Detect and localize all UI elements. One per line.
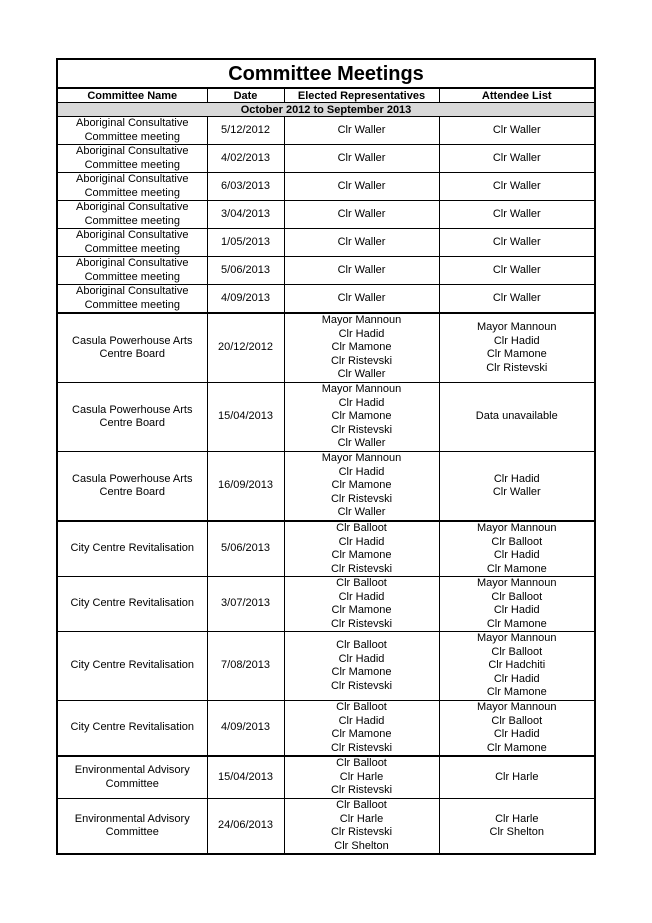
date-cell: 20/12/2012	[207, 313, 284, 383]
elected-representative: Clr Ristevski	[330, 492, 393, 505]
attendee: Clr Harle	[495, 812, 539, 825]
elected-representative: Clr Mamone	[331, 604, 392, 616]
attendee-list-cell	[439, 257, 595, 285]
attendee: Clr Waller	[492, 486, 541, 498]
committee-name-cell: Casula Powerhouse Arts Centre Board	[57, 452, 207, 522]
elected-representative: Clr Balloot	[336, 522, 387, 534]
attendee: Mayor Mannoun	[477, 522, 557, 534]
elected-representatives-cell	[284, 313, 439, 383]
elected-representatives-cell	[284, 577, 439, 632]
elected-representative: Clr Hadid	[338, 327, 385, 340]
attendee: Clr Hadid	[493, 334, 540, 347]
date-cell: 15/04/2013	[207, 756, 284, 799]
elected-representative: Clr Mamone	[331, 479, 392, 492]
elected-representative: Clr Shelton	[334, 839, 389, 852]
elected-representative: Clr Hadid	[338, 465, 385, 478]
elected-representative: Clr Mamone	[331, 410, 392, 423]
elected-representative: Clr Ristevski	[330, 741, 393, 754]
elected-representatives-cell	[284, 229, 439, 257]
attendee-list-cell	[439, 383, 595, 452]
committee-name-cell: Environmental Advisory Committee	[57, 799, 207, 855]
table-row	[57, 313, 595, 383]
table-row	[57, 756, 595, 799]
elected-representative: Clr Harle	[339, 770, 384, 783]
attendee: Data unavailable	[475, 410, 558, 423]
committee-name-cell: City Centre Revitalisation	[57, 632, 207, 701]
attendee-list-cell	[439, 145, 595, 173]
period-label: October 2012 to September 2013	[57, 103, 595, 117]
table-row	[57, 577, 595, 632]
elected-representative: Clr Hadid	[338, 396, 385, 409]
committee-name-cell: Aboriginal Consultative Committee meeting	[57, 285, 207, 314]
elected-representative: Clr Waller	[337, 123, 386, 136]
elected-representative: Clr Waller	[337, 179, 386, 192]
attendee-list-cell	[439, 285, 595, 314]
elected-representative: Clr Ristevski	[330, 679, 393, 692]
elected-representative: Clr Balloot	[336, 757, 387, 770]
elected-representative: Clr Ristevski	[330, 826, 393, 838]
attendee-list-cell	[439, 632, 595, 701]
attendee-list-cell	[439, 117, 595, 145]
committee-name-cell: City Centre Revitalisation	[57, 577, 207, 632]
column-header-elected-representatives: Elected Representatives	[284, 88, 439, 103]
attendee: Clr Waller	[492, 151, 541, 164]
attendee: Clr Waller	[492, 179, 541, 192]
attendee: Clr Ristevski	[486, 361, 548, 374]
committee-meetings-document	[56, 58, 594, 855]
attendee: Clr Mamone	[486, 617, 547, 630]
attendee: Clr Waller	[492, 263, 541, 276]
elected-representative: Mayor Mannoun	[321, 314, 402, 327]
committee-name-cell: Aboriginal Consultative Committee meeting	[57, 229, 207, 257]
elected-representative: Clr Waller	[337, 437, 386, 450]
elected-representative: Clr Hadid	[338, 590, 385, 603]
committee-name-cell: City Centre Revitalisation	[57, 701, 207, 757]
table-row	[57, 117, 595, 145]
date-cell: 4/02/2013	[207, 145, 284, 173]
attendee: Clr Waller	[492, 207, 541, 220]
elected-representatives-cell	[284, 201, 439, 229]
date-cell: 24/06/2013	[207, 799, 284, 855]
elected-representatives-cell	[284, 756, 439, 799]
elected-representatives-cell	[284, 521, 439, 577]
date-cell: 5/12/2012	[207, 117, 284, 145]
elected-representatives-cell	[284, 117, 439, 145]
table-row	[57, 701, 595, 757]
attendee: Clr Mamone	[486, 686, 547, 699]
committee-name-cell: Aboriginal Consultative Committee meeting	[57, 117, 207, 145]
table-body	[57, 117, 595, 855]
attendee: Mayor Mannoun	[477, 701, 557, 713]
date-cell: 3/04/2013	[207, 201, 284, 229]
attendee: Clr Hadid	[493, 604, 540, 616]
attendee: Clr Balloot	[491, 714, 543, 727]
date-cell: 3/07/2013	[207, 577, 284, 632]
date-cell: 1/05/2013	[207, 229, 284, 257]
attendee: Mayor Mannoun	[477, 577, 557, 589]
attendee: Clr Mamone	[486, 741, 547, 754]
elected-representative: Clr Balloot	[336, 639, 387, 651]
attendee-list-cell	[439, 521, 595, 577]
elected-representative: Clr Ristevski	[330, 784, 393, 797]
attendee: Clr Mamone	[486, 562, 547, 575]
committee-name-cell: Casula Powerhouse Arts Centre Board	[57, 313, 207, 383]
elected-representative: Clr Waller	[337, 151, 386, 164]
table-row	[57, 452, 595, 522]
table-row	[57, 257, 595, 285]
table-row	[57, 383, 595, 452]
committee-name-cell: Casula Powerhouse Arts Centre Board	[57, 383, 207, 452]
attendee-list-cell	[439, 313, 595, 383]
column-header-attendee-list: Attendee List	[439, 88, 595, 103]
elected-representative: Clr Hadid	[338, 652, 385, 665]
elected-representative: Clr Harle	[339, 812, 384, 825]
elected-representative: Clr Waller	[337, 368, 386, 381]
committee-name-cell: Aboriginal Consultative Committee meeting	[57, 145, 207, 173]
table-row	[57, 799, 595, 855]
attendee: Clr Balloot	[491, 535, 543, 548]
header-row	[57, 88, 595, 103]
table-row	[57, 632, 595, 701]
elected-representative: Clr Mamone	[331, 666, 392, 678]
page-title: Committee Meetings	[57, 59, 595, 88]
date-cell: 5/06/2013	[207, 257, 284, 285]
elected-representatives-cell	[284, 285, 439, 314]
elected-representatives-cell	[284, 383, 439, 452]
column-header-date: Date	[207, 88, 284, 103]
period-row	[57, 103, 595, 117]
attendee: Clr Balloot	[491, 590, 543, 603]
table-row	[57, 229, 595, 257]
attendee: Clr Hadid	[493, 672, 540, 685]
date-cell: 6/03/2013	[207, 173, 284, 201]
elected-representative: Clr Waller	[337, 506, 386, 519]
elected-representative: Mayor Mannoun	[321, 383, 402, 396]
elected-representative: Clr Balloot	[336, 577, 387, 589]
attendee: Clr Mamone	[486, 348, 547, 360]
committee-name-cell: City Centre Revitalisation	[57, 521, 207, 577]
table-row	[57, 285, 595, 314]
date-cell: 4/09/2013	[207, 285, 284, 314]
attendee: Clr Harle	[495, 770, 539, 783]
elected-representative: Clr Ristevski	[330, 354, 393, 367]
table-row	[57, 201, 595, 229]
date-cell: 16/09/2013	[207, 452, 284, 522]
attendee: Clr Waller	[492, 291, 541, 304]
elected-representative: Clr Hadid	[338, 714, 385, 727]
attendee: Mayor Mannoun	[477, 632, 557, 645]
attendee: Clr Balloot	[491, 645, 543, 658]
elected-representative: Clr Waller	[337, 207, 386, 220]
elected-representatives-cell	[284, 799, 439, 855]
elected-representative: Clr Waller	[337, 263, 386, 276]
attendee-list-cell	[439, 701, 595, 757]
elected-representative: Clr Ristevski	[330, 617, 393, 630]
committee-name-cell: Aboriginal Consultative Committee meeting	[57, 173, 207, 201]
attendee-list-cell	[439, 577, 595, 632]
elected-representatives-cell	[284, 701, 439, 757]
committee-name-cell: Aboriginal Consultative Committee meeting	[57, 201, 207, 229]
elected-representatives-cell	[284, 452, 439, 522]
attendee: Clr Shelton	[489, 826, 544, 838]
attendee: Clr Hadchiti	[488, 659, 546, 672]
elected-representative: Clr Balloot	[336, 799, 387, 811]
attendee-list-cell	[439, 229, 595, 257]
elected-representative: Clr Balloot	[336, 701, 387, 713]
attendee: Clr Hadid	[493, 549, 540, 561]
elected-representative: Mayor Mannoun	[321, 452, 402, 465]
elected-representative: Clr Ristevski	[330, 423, 393, 436]
date-cell: 4/09/2013	[207, 701, 284, 757]
column-header-committee-name: Committee Name	[57, 88, 207, 103]
elected-representatives-cell	[284, 632, 439, 701]
attendee: Mayor Mannoun	[477, 321, 557, 333]
attendee: Clr Hadid	[493, 472, 540, 485]
attendee-list-cell	[439, 799, 595, 855]
date-cell: 7/08/2013	[207, 632, 284, 701]
committee-name-cell: Environmental Advisory Committee	[57, 756, 207, 799]
elected-representative: Clr Mamone	[331, 341, 392, 354]
attendee-list-cell	[439, 173, 595, 201]
attendee: Clr Waller	[492, 123, 541, 136]
elected-representative: Clr Ristevski	[330, 562, 393, 575]
table-row	[57, 521, 595, 577]
elected-representative: Clr Hadid	[338, 535, 385, 548]
attendee-list-cell	[439, 756, 595, 799]
elected-representatives-cell	[284, 257, 439, 285]
date-cell: 5/06/2013	[207, 521, 284, 577]
attendee-list-cell	[439, 201, 595, 229]
elected-representative: Clr Waller	[337, 235, 386, 248]
meetings-table	[56, 58, 596, 855]
elected-representatives-cell	[284, 173, 439, 201]
attendee-list-cell	[439, 452, 595, 522]
attendee: Clr Hadid	[493, 728, 540, 740]
table-row	[57, 145, 595, 173]
attendee: Clr Waller	[492, 235, 541, 248]
elected-representatives-cell	[284, 145, 439, 173]
elected-representative: Clr Mamone	[331, 549, 392, 561]
table-row	[57, 173, 595, 201]
committee-name-cell: Aboriginal Consultative Committee meeting	[57, 257, 207, 285]
elected-representative: Clr Mamone	[331, 728, 392, 740]
date-cell: 15/04/2013	[207, 383, 284, 452]
elected-representative: Clr Waller	[337, 291, 386, 304]
